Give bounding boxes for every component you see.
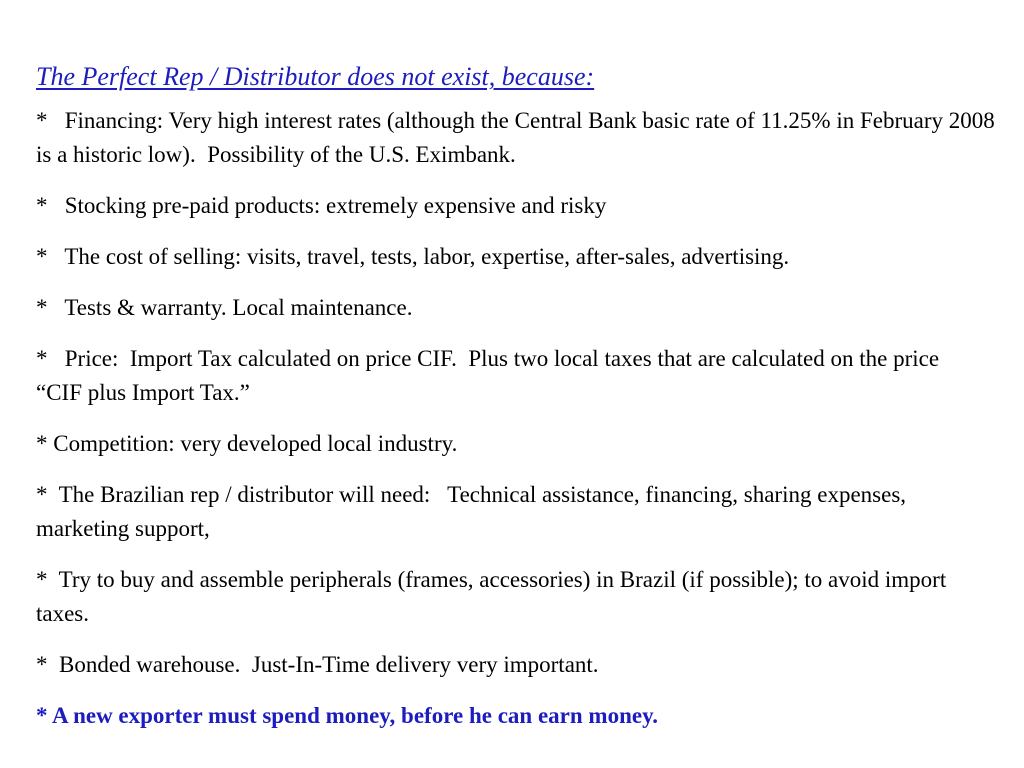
bullet-bonded-warehouse: * Bonded warehouse. Just-In-Time delivery very important.: [36, 652, 599, 677]
bullet-price: * Price: Import Tax calculated on price CIF. Plus two local taxes that are calculated on the price “CIF plus Import Tax.”: [36, 346, 951, 405]
bullet-list: [36, 104, 1001, 733]
bullet-rep-needs: * The Brazilian rep / distributor will need: Technical assistance, financing, sharing expenses, marketing support,: [36, 482, 918, 541]
bullet-financing: * Financing: Very high interest rates (although the Central Bank basic rate of 11.25% in February 2008 is a historic low). Possibility of the U.S. Eximbank.: [36, 108, 1001, 167]
slide-title: The Perfect Rep / Distributor does not exist, because:: [36, 62, 595, 91]
bullet-tests-warranty: * Tests & warranty. Local maintenance.: [36, 295, 413, 320]
bullet-competition: * Competition: very developed local industry.: [36, 431, 458, 456]
slide: [36, 60, 1001, 750]
bullet-peripherals: * Try to buy and assemble peripherals (frames, accessories) in Brazil (if possible); to avoid import taxes.: [36, 567, 952, 626]
bullet-spend-money: * A new exporter must spend money, before he can earn money.: [36, 703, 659, 728]
bullet-cost-of-selling: * The cost of selling: visits, travel, tests, labor, expertise, after-sales, advertising.: [36, 244, 790, 269]
bullet-stocking: * Stocking pre-paid products: extremely expensive and risky: [36, 193, 607, 218]
